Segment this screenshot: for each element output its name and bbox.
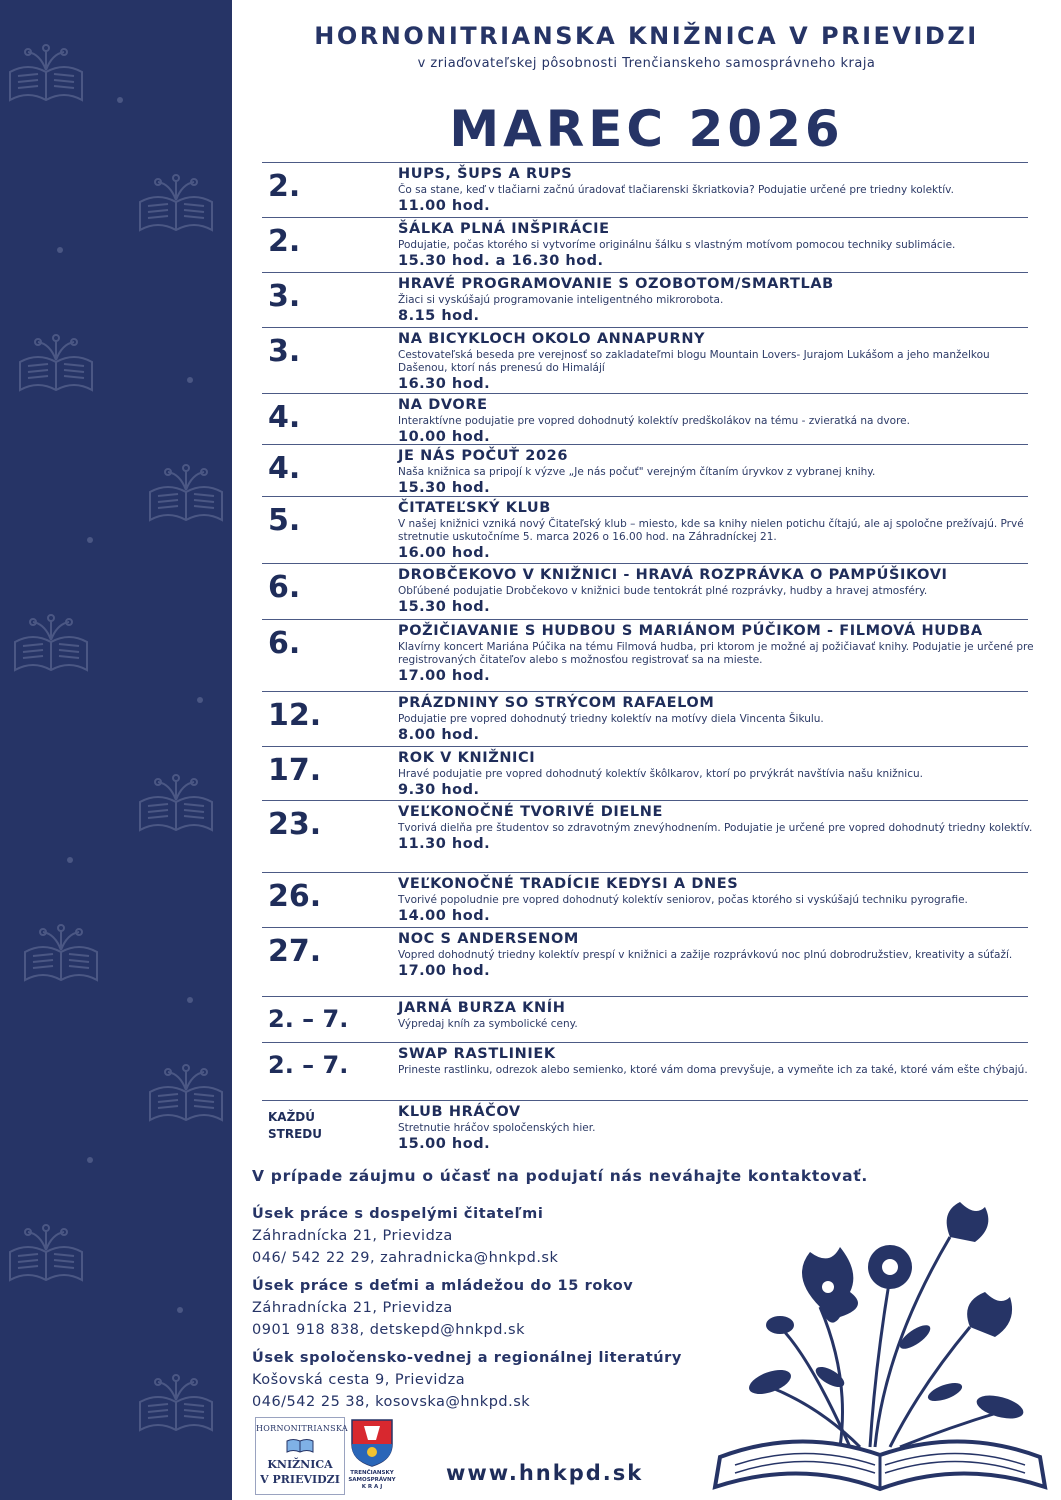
contact-phone-email: 046/542 25 38, kosovska@hnkpd.sk (252, 1394, 531, 1410)
event-title: VEĽKONOČNÉ TVORIVÉ DIELNE (398, 804, 664, 820)
event-title: KLUB HRÁČOV (398, 1104, 521, 1120)
event-description: Tvorivá dielňa pre študentov so zdravotným znevýhodnením. Podujatie je určené pre vopred dohodnutý triedny kolektív. (398, 822, 1033, 834)
event-title: NA BICYKLOCH OKOLO ANNAPURNY (398, 331, 706, 347)
event-title: ČITATEĽSKÝ KLUB (398, 500, 551, 516)
event-description: Žiaci si vyskúšajú programovanie inteligentného mikrorobota. (398, 294, 724, 306)
event-row (262, 563, 1028, 615)
event-date: 4. (268, 400, 301, 435)
flower-book-illustration (700, 1197, 1060, 1497)
event-description: Podujatie, počas ktorého si vytvoríme originálnu šálku s vlastným motívom pomocou techniky sublimácie. (398, 239, 956, 251)
event-date: 6. (268, 570, 301, 605)
event-date: 2. – 7. (268, 1005, 349, 1033)
event-date: 2. – 7. (268, 1051, 349, 1079)
event-time: 10.00 hod. (398, 429, 491, 445)
month-title: MAREC 2026 (449, 100, 844, 158)
event-title: JARNÁ BURZA KNÍH (398, 1000, 566, 1016)
event-row (262, 1042, 1028, 1079)
event-row (262, 393, 1028, 445)
event-time: 17.00 hod. (398, 963, 491, 979)
event-description: V našej knižnici vzniká nový Čitateľský klub – miesto, kde sa knihy nielen potichu čítajú, ale aj spoločne prežívajú. Prvé stretnutie uskutočníme 5. marca 2026 o 16.00 hod. na Záhradníckej 21. (398, 518, 1024, 543)
book-icon (286, 1438, 314, 1454)
event-time: 15.30 hod. (398, 599, 491, 615)
event-time: 8.00 hod. (398, 727, 480, 743)
contact-section-regional (252, 1347, 682, 1413)
event-description: Hravé podujatie pre vopred dohodnutý kolektív škôlkarov, ktorí po prvýkrát navštívia našu knižnicu. (398, 768, 923, 780)
event-date: 26. (268, 879, 322, 914)
region-shield-icon (348, 1418, 396, 1468)
event-time: 15.00 hod. (398, 1136, 491, 1152)
event-description: Prineste rastlinku, odrezok alebo semienko, ktoré vám doma prevyšuje, a vymeňte ich za také, ktoré vám ešte chýbajú. (398, 1064, 1028, 1076)
event-row (262, 162, 1028, 214)
event-date: 5. (268, 503, 301, 538)
event-description: Interaktívne podujatie pre vopred dohodnutý kolektív predškolákov na tému - zvieratká na dvore. (398, 415, 910, 427)
event-time: 11.30 hod. (398, 836, 491, 852)
event-date: 23. (268, 807, 322, 842)
event-row (262, 927, 1028, 979)
event-row (262, 996, 1028, 1033)
event-description: Cestovateľská beseda pre verejnosť so zakladateľmi blogu Mountain Lovers- Jurajom Lukášom a jeho manželkou Dašenou, ktorí nás prenesú do Himalájí (398, 349, 990, 374)
event-date: 17. (268, 753, 322, 788)
library-name: HORNONITRIANSKA KNIŽNICA V PRIEVIDZI (314, 22, 979, 50)
event-title: NA DVORE (398, 397, 488, 413)
event-date: 3. (268, 334, 301, 369)
event-time: 14.00 hod. (398, 908, 491, 924)
event-row (262, 272, 1028, 324)
event-row (262, 746, 1028, 798)
event-time: 17.00 hod. (398, 668, 491, 684)
event-time: 15.30 hod. (398, 480, 491, 496)
contact-intro: V prípade záujmu o účasť na podujatí nás neváhajte kontaktovať. (252, 1167, 868, 1185)
event-title: HRAVÉ PROGRAMOVANIE S OZOBOTOM/SMARTLAB (398, 276, 834, 292)
event-time: 16.30 hod. (398, 376, 491, 392)
event-row (262, 619, 1034, 684)
event-description: Naša knižnica sa pripojí k výzve „Je nás počuť" verejným čítaním úryvkov z vybranej knihy. (398, 466, 876, 478)
event-list (262, 162, 1034, 1157)
event-date: 27. (268, 934, 322, 969)
event-row (262, 800, 1033, 852)
event-date: 6. (268, 626, 301, 661)
event-time: 8.15 hod. (398, 308, 480, 324)
contact-heading: Úsek práce s dospelými čitateľmi (252, 1206, 544, 1222)
event-time: 16.00 hod. (398, 545, 491, 561)
event-time: 9.30 hod. (398, 782, 480, 798)
contact-phone-email: 046/ 542 22 29, zahradnicka@hnkpd.sk (252, 1250, 559, 1266)
region-logo: TRENČIANSKY SAMOSPRÁVNY K R A J (348, 1418, 396, 1494)
contact-address: Záhradnícka 21, Prievidza (252, 1228, 453, 1244)
event-description: Klavírny koncert Mariána Púčika na tému Filmová hudba, pri ktorom je možné aj požičiavať knihy. Podujatie je určené pre registrovaných čitateľov alebo s možnosťou registrovať sa na mieste. (398, 641, 1034, 666)
event-row (262, 691, 1028, 743)
event-title: ROK V KNIŽNICI (398, 750, 536, 766)
event-title: ŠÁLKA PLNÁ INŠPIRÁCIE (398, 221, 610, 237)
event-description: Čo sa stane, keď v tlačiarni začnú úradovať tlačiarenski škriatkovia? Podujatie určené pre triedny kolektív. (398, 184, 954, 196)
event-description: Stretnutie hráčov spoločenských hier. (398, 1122, 596, 1134)
event-title: POŽIČIAVANIE S HUDBOU S MARIÁNOM PÚČIKOM - FILMOVÁ HUDBA (398, 623, 983, 639)
event-description: Vopred dohodnutý triedny kolektív prespí v knižnici a zažije rozprávkovú noc plnú dobrodružstiev, kreativity a súťaží. (398, 949, 1013, 961)
event-date: 3. (268, 279, 301, 314)
event-description: Výpredaj kníh za symbolické ceny. (398, 1018, 578, 1030)
library-logo: HORNONITRIANSKA KNIŽNICA V PRIEVIDZI (255, 1417, 345, 1495)
library-subtitle: v zriaďovateľskej pôsobnosti Trenčianskeho samosprávneho kraja (417, 56, 876, 71)
event-date: 2. (268, 224, 301, 259)
event-row (262, 327, 1028, 392)
contact-address: Košovská cesta 9, Prievidza (252, 1372, 466, 1388)
event-date: KAŽDÚ STREDU (268, 1110, 322, 1141)
website-url[interactable]: www.hnkpd.sk (446, 1461, 644, 1485)
contact-section-children (252, 1275, 633, 1341)
event-time: 15.30 hod. a 16.30 hod. (398, 253, 604, 269)
contact-heading: Úsek práce s deťmi a mládežou do 15 rokov (252, 1278, 634, 1294)
event-title: DROBČEKOVO V KNIŽNICI - HRAVÁ ROZPRÁVKA O PAMPÚŠIKOVI (398, 567, 948, 583)
event-title: SWAP RASTLINIEK (398, 1046, 556, 1062)
book-pattern-background (0, 0, 232, 1500)
event-row (262, 872, 1028, 924)
contact-phone-email: 0901 918 838, detskepd@hnkpd.sk (252, 1322, 526, 1338)
event-description: Obľúbené podujatie Drobčekovo v knižnici bude tentokrát plné rozprávky, hudby a hravej atmosféry. (398, 585, 928, 597)
event-description: Tvorivé popoludnie pre vopred dohodnutý kolektív seniorov, počas ktorého si vyskúšajú techniku pyrografie. (398, 894, 968, 906)
event-date: 4. (268, 451, 301, 486)
contact-section-adults (252, 1203, 558, 1269)
event-title: PRÁZDNINY SO STRÝCOM RAFAELOM (398, 695, 715, 711)
event-description: Podujatie pre vopred dohodnutý triedny kolektív na motívy diela Vincenta Šikulu. (398, 713, 824, 725)
event-row (262, 1100, 1028, 1152)
contact-heading: Úsek spoločensko-vednej a regionálnej literatúry (252, 1350, 682, 1366)
event-row (262, 444, 1028, 496)
sidebar (0, 0, 232, 1500)
event-title: JE NÁS POČUŤ 2026 (398, 448, 569, 464)
event-title: NOC S ANDERSENOM (398, 931, 579, 947)
contact-address: Záhradnícka 21, Prievidza (252, 1300, 453, 1316)
event-title: VEĽKONOČNÉ TRADÍCIE KEDYSI A DNES (398, 876, 739, 892)
event-row (262, 496, 1028, 561)
event-row (262, 217, 1028, 269)
event-title: HUPS, ŠUPS A RUPS (398, 166, 573, 182)
event-date: 12. (268, 698, 322, 733)
event-time: 11.00 hod. (398, 198, 491, 214)
event-date: 2. (268, 169, 301, 204)
